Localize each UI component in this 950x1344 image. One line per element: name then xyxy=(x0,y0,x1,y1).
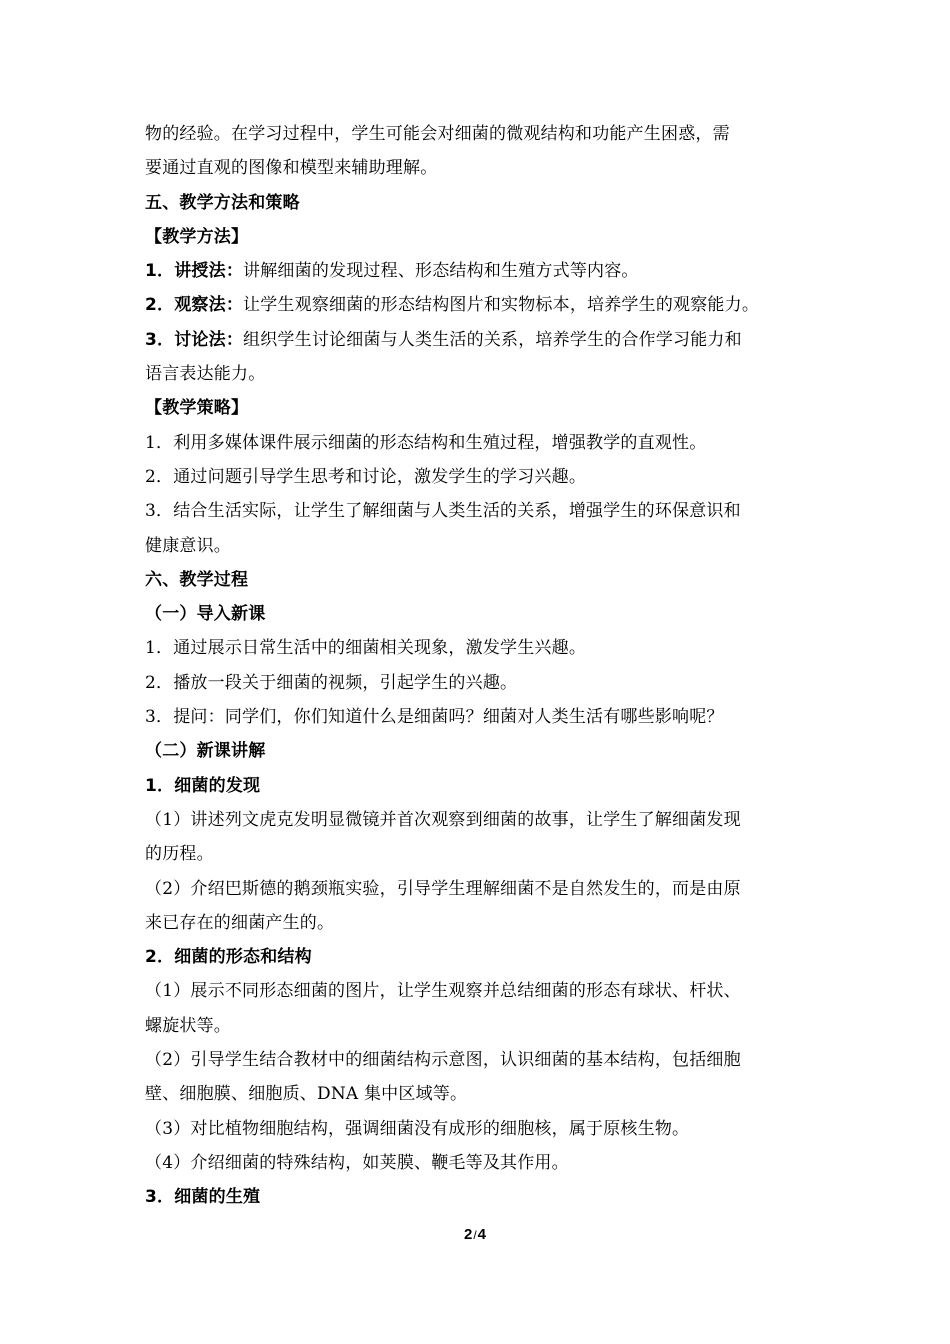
paragraph-line: 要通过直观的图像和模型来辅助理解。 xyxy=(145,158,438,179)
method-label: 3．讨论法： xyxy=(145,329,244,350)
section-heading: 【教学策略】 xyxy=(145,398,249,419)
paragraph-line: 1．利用多媒体课件展示细菌的形态结构和生殖过程，增强教学的直观性。 xyxy=(145,432,707,453)
paragraph-line: （3）对比植物细胞结构，强调细菌没有成形的细胞核，属于原核生物。 xyxy=(145,1118,690,1139)
paragraph-line: （1）讲述列文虎克发明显微镜并首次观察到细菌的故事，让学生了解细菌发现 xyxy=(145,809,741,830)
paragraph-line: 2．通过问题引导学生思考和讨论，激发学生的学习兴趣。 xyxy=(145,466,587,487)
current-page: 2 xyxy=(463,1226,473,1243)
paragraph-line: （1）展示不同形态细菌的图片，让学生观察并总结细菌的形态有球状、杆状、 xyxy=(145,981,741,1002)
section-heading: （一）导入新课 xyxy=(145,604,266,625)
paragraph-line: 3．结合生活实际，让学生了解细菌与人类生活的关系，增强学生的环保意识和 xyxy=(145,501,741,522)
section-heading: 【教学方法】 xyxy=(145,226,249,247)
section-heading: 2．细菌的形态和结构 xyxy=(145,947,312,968)
section-heading: 六、教学过程 xyxy=(145,569,249,590)
paragraph-line: 来已存在的细菌产生的。 xyxy=(145,912,335,933)
method-item xyxy=(145,323,815,357)
section-heading: 1．细菌的发现 xyxy=(145,775,261,796)
method-label: 1．讲授法： xyxy=(145,261,244,282)
paragraph-line: 3．提问：同学们，你们知道什么是细菌吗？细菌对人类生活有哪些影响呢？ xyxy=(145,707,724,728)
section-heading: 3．细菌的生殖 xyxy=(145,1187,261,1208)
method-description: 组织学生讨论细菌与人类生活的关系，培养学生的合作学习能力和 xyxy=(243,329,742,350)
method-item xyxy=(145,288,815,322)
method-label: 2．观察法： xyxy=(145,295,244,316)
paragraph-line: 螺旋状等。 xyxy=(145,1015,231,1036)
paragraph-line: 的历程。 xyxy=(145,844,214,865)
document-body xyxy=(145,117,815,1215)
paragraph-line: 物的经验。在学习过程中，学生可能会对细菌的微观结构和功能产生困惑，需 xyxy=(145,124,730,144)
page-number xyxy=(0,1226,950,1243)
total-pages: 4 xyxy=(477,1226,487,1243)
paragraph-line: （4）介绍细菌的特殊结构，如荚膜、鞭毛等及其作用。 xyxy=(145,1152,569,1173)
paragraph-line: （2）引导学生结合教材中的细菌结构示意图，认识细菌的基本结构，包括细胞 xyxy=(145,1050,741,1071)
paragraph-line: 壁、细胞膜、细胞质、DNA 集中区域等。 xyxy=(145,1084,468,1105)
method-description: 让学生观察细菌的形态结构图片和实物标本，培养学生的观察能力。 xyxy=(243,295,760,316)
paragraph-line: 语言表达能力。 xyxy=(145,364,266,385)
paragraph-line: 1．通过展示日常生活中的细菌相关现象，激发学生兴趣。 xyxy=(145,638,587,659)
section-heading: （二）新课讲解 xyxy=(145,741,266,762)
page-separator: / xyxy=(473,1228,477,1242)
section-heading: 五、教学方法和策略 xyxy=(145,192,300,213)
paragraph-line: 2．播放一段关于细菌的视频，引起学生的兴趣。 xyxy=(145,672,518,693)
paragraph-line: （2）介绍巴斯德的鹅颈瓶实验，引导学生理解细菌不是自然发生的，而是由原 xyxy=(145,878,741,899)
method-item xyxy=(145,254,815,288)
method-description: 讲解细菌的发现过程、形态结构和生殖方式等内容。 xyxy=(243,261,639,282)
paragraph-line: 健康意识。 xyxy=(145,535,231,556)
